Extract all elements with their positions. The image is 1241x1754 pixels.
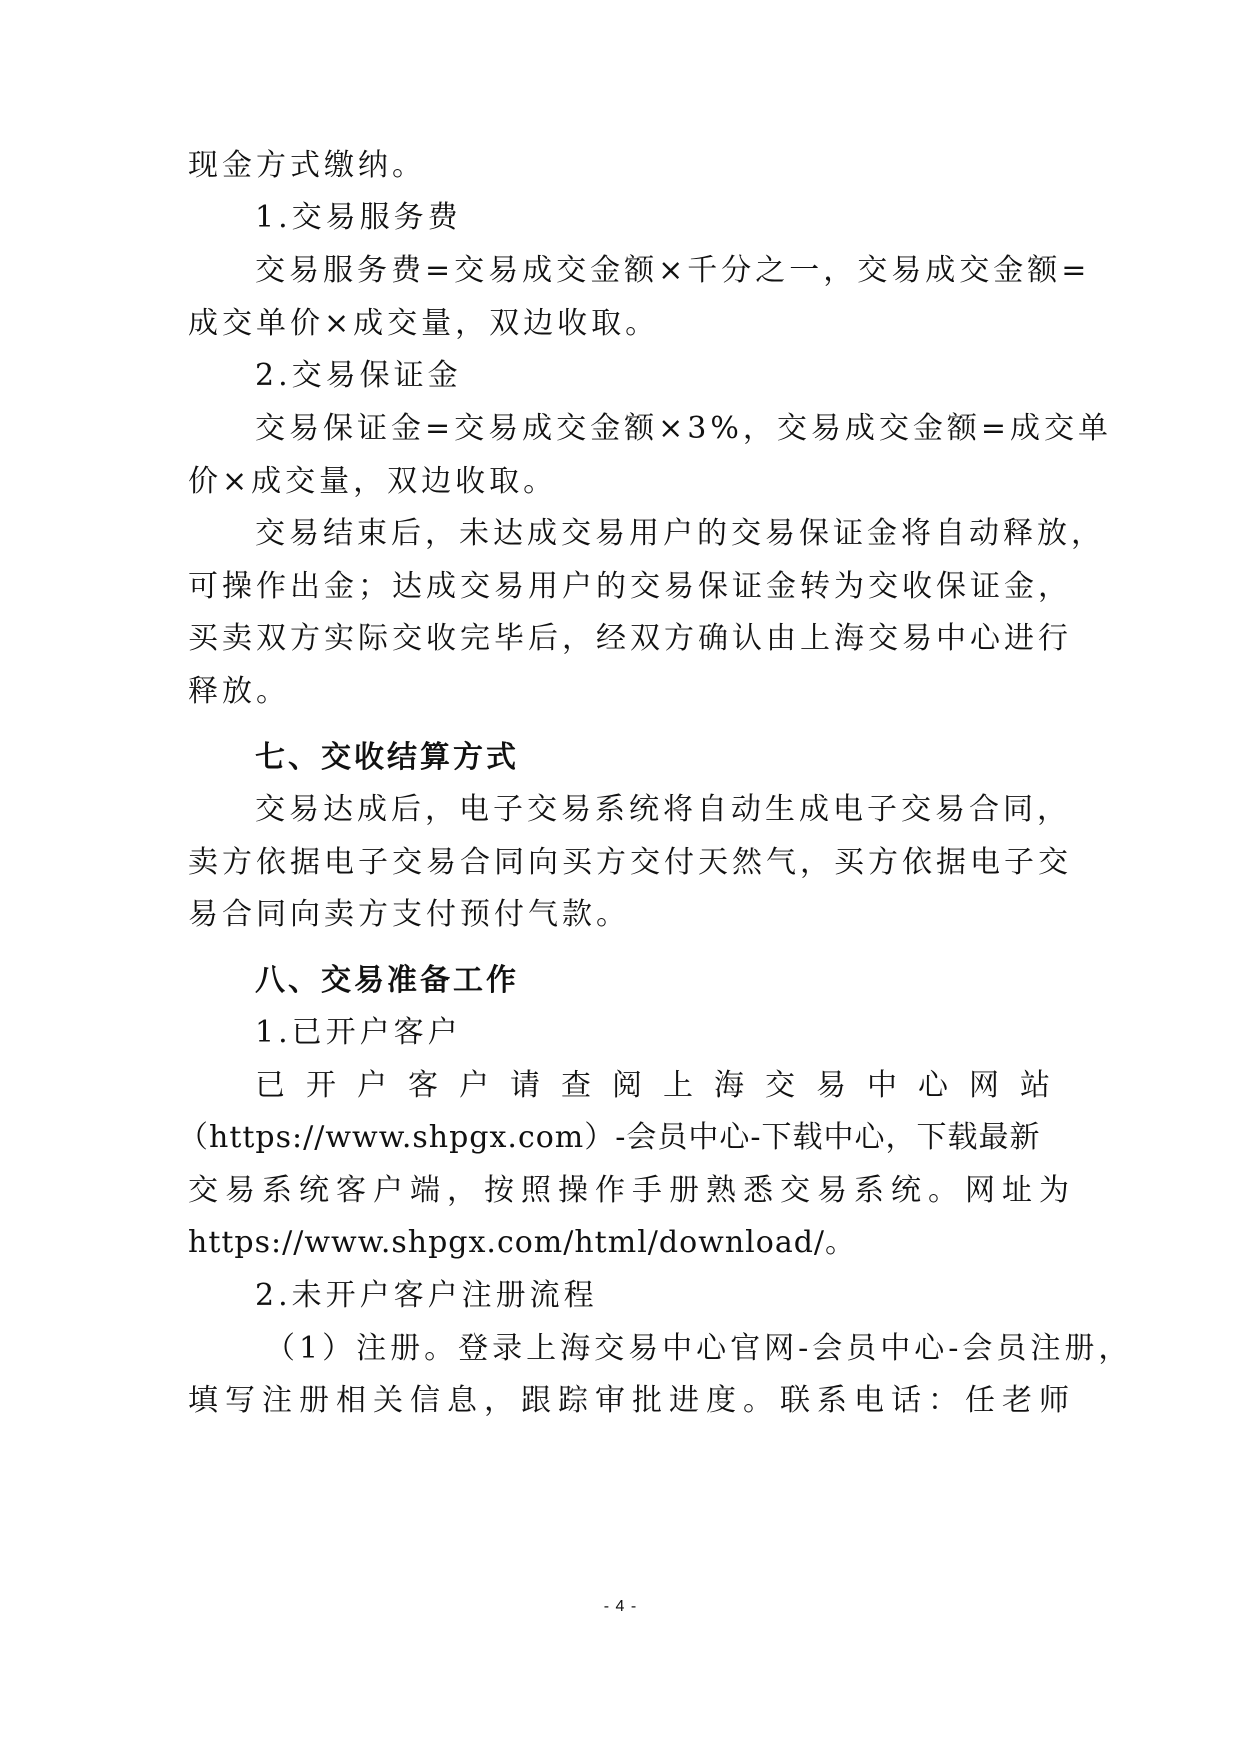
body-text-line: 填写注册相关信息，跟踪审批进度。联系电话：任老师: [188, 1383, 1076, 1418]
body-text-line: 成交单价×成交量，双边收取。: [188, 306, 660, 341]
subsection-title: 2.未开户客户注册流程: [255, 1278, 598, 1313]
body-text-line: 交易达成后，电子交易系统将自动生成电子交易合同，: [255, 792, 1071, 827]
section-heading: 七、交收结算方式: [255, 740, 519, 775]
body-text-line: 已开户客户请查阅上海交易中心网站: [255, 1068, 1071, 1103]
body-text-line: 价×成交量，双边收取。: [188, 464, 558, 499]
body-text-line: 买卖双方实际交收完毕后，经双方确认由上海交易中心进行: [188, 621, 1072, 656]
subsection-title: 1.已开户客户: [255, 1015, 462, 1050]
body-text-line: 交易服务费=交易成交金额×千分之一，交易成交金额=: [255, 253, 1091, 288]
body-text-line: 交易保证金=交易成交金额×3%，交易成交金额=成交单: [255, 411, 1113, 446]
body-text-line: （https://www.shpgx.com）-会员中心-下载中心，下载最新: [178, 1120, 1041, 1155]
section-heading: 八、交易准备工作: [255, 963, 519, 998]
body-text-line: 卖方依据电子交易合同向买方交付天然气，买方依据电子交: [188, 845, 1072, 880]
subsection-title: 1.交易服务费: [255, 200, 462, 235]
body-text-line: （1）注册。登录上海交易中心官网-会员中心-会员注册，: [265, 1331, 1133, 1366]
subsection-title: 2.交易保证金: [255, 358, 462, 393]
body-text-line: 易合同向卖方支付预付气款。: [188, 897, 630, 932]
body-text-line: 交易系统客户端，按照操作手册熟悉交易系统。网址为: [188, 1173, 1076, 1208]
url-text-line: https://www.shpgx.com/html/download/。: [188, 1225, 857, 1260]
body-text-line: 释放。: [188, 674, 290, 709]
body-text-line: 交易结束后，未达成交易用户的交易保证金将自动释放，: [255, 516, 1105, 551]
page-number: - 4 -: [603, 1598, 638, 1615]
body-text-line: 可操作出金；达成交易用户的交易保证金转为交收保证金，: [188, 569, 1072, 604]
body-text-line: 现金方式缴纳。: [188, 148, 426, 183]
